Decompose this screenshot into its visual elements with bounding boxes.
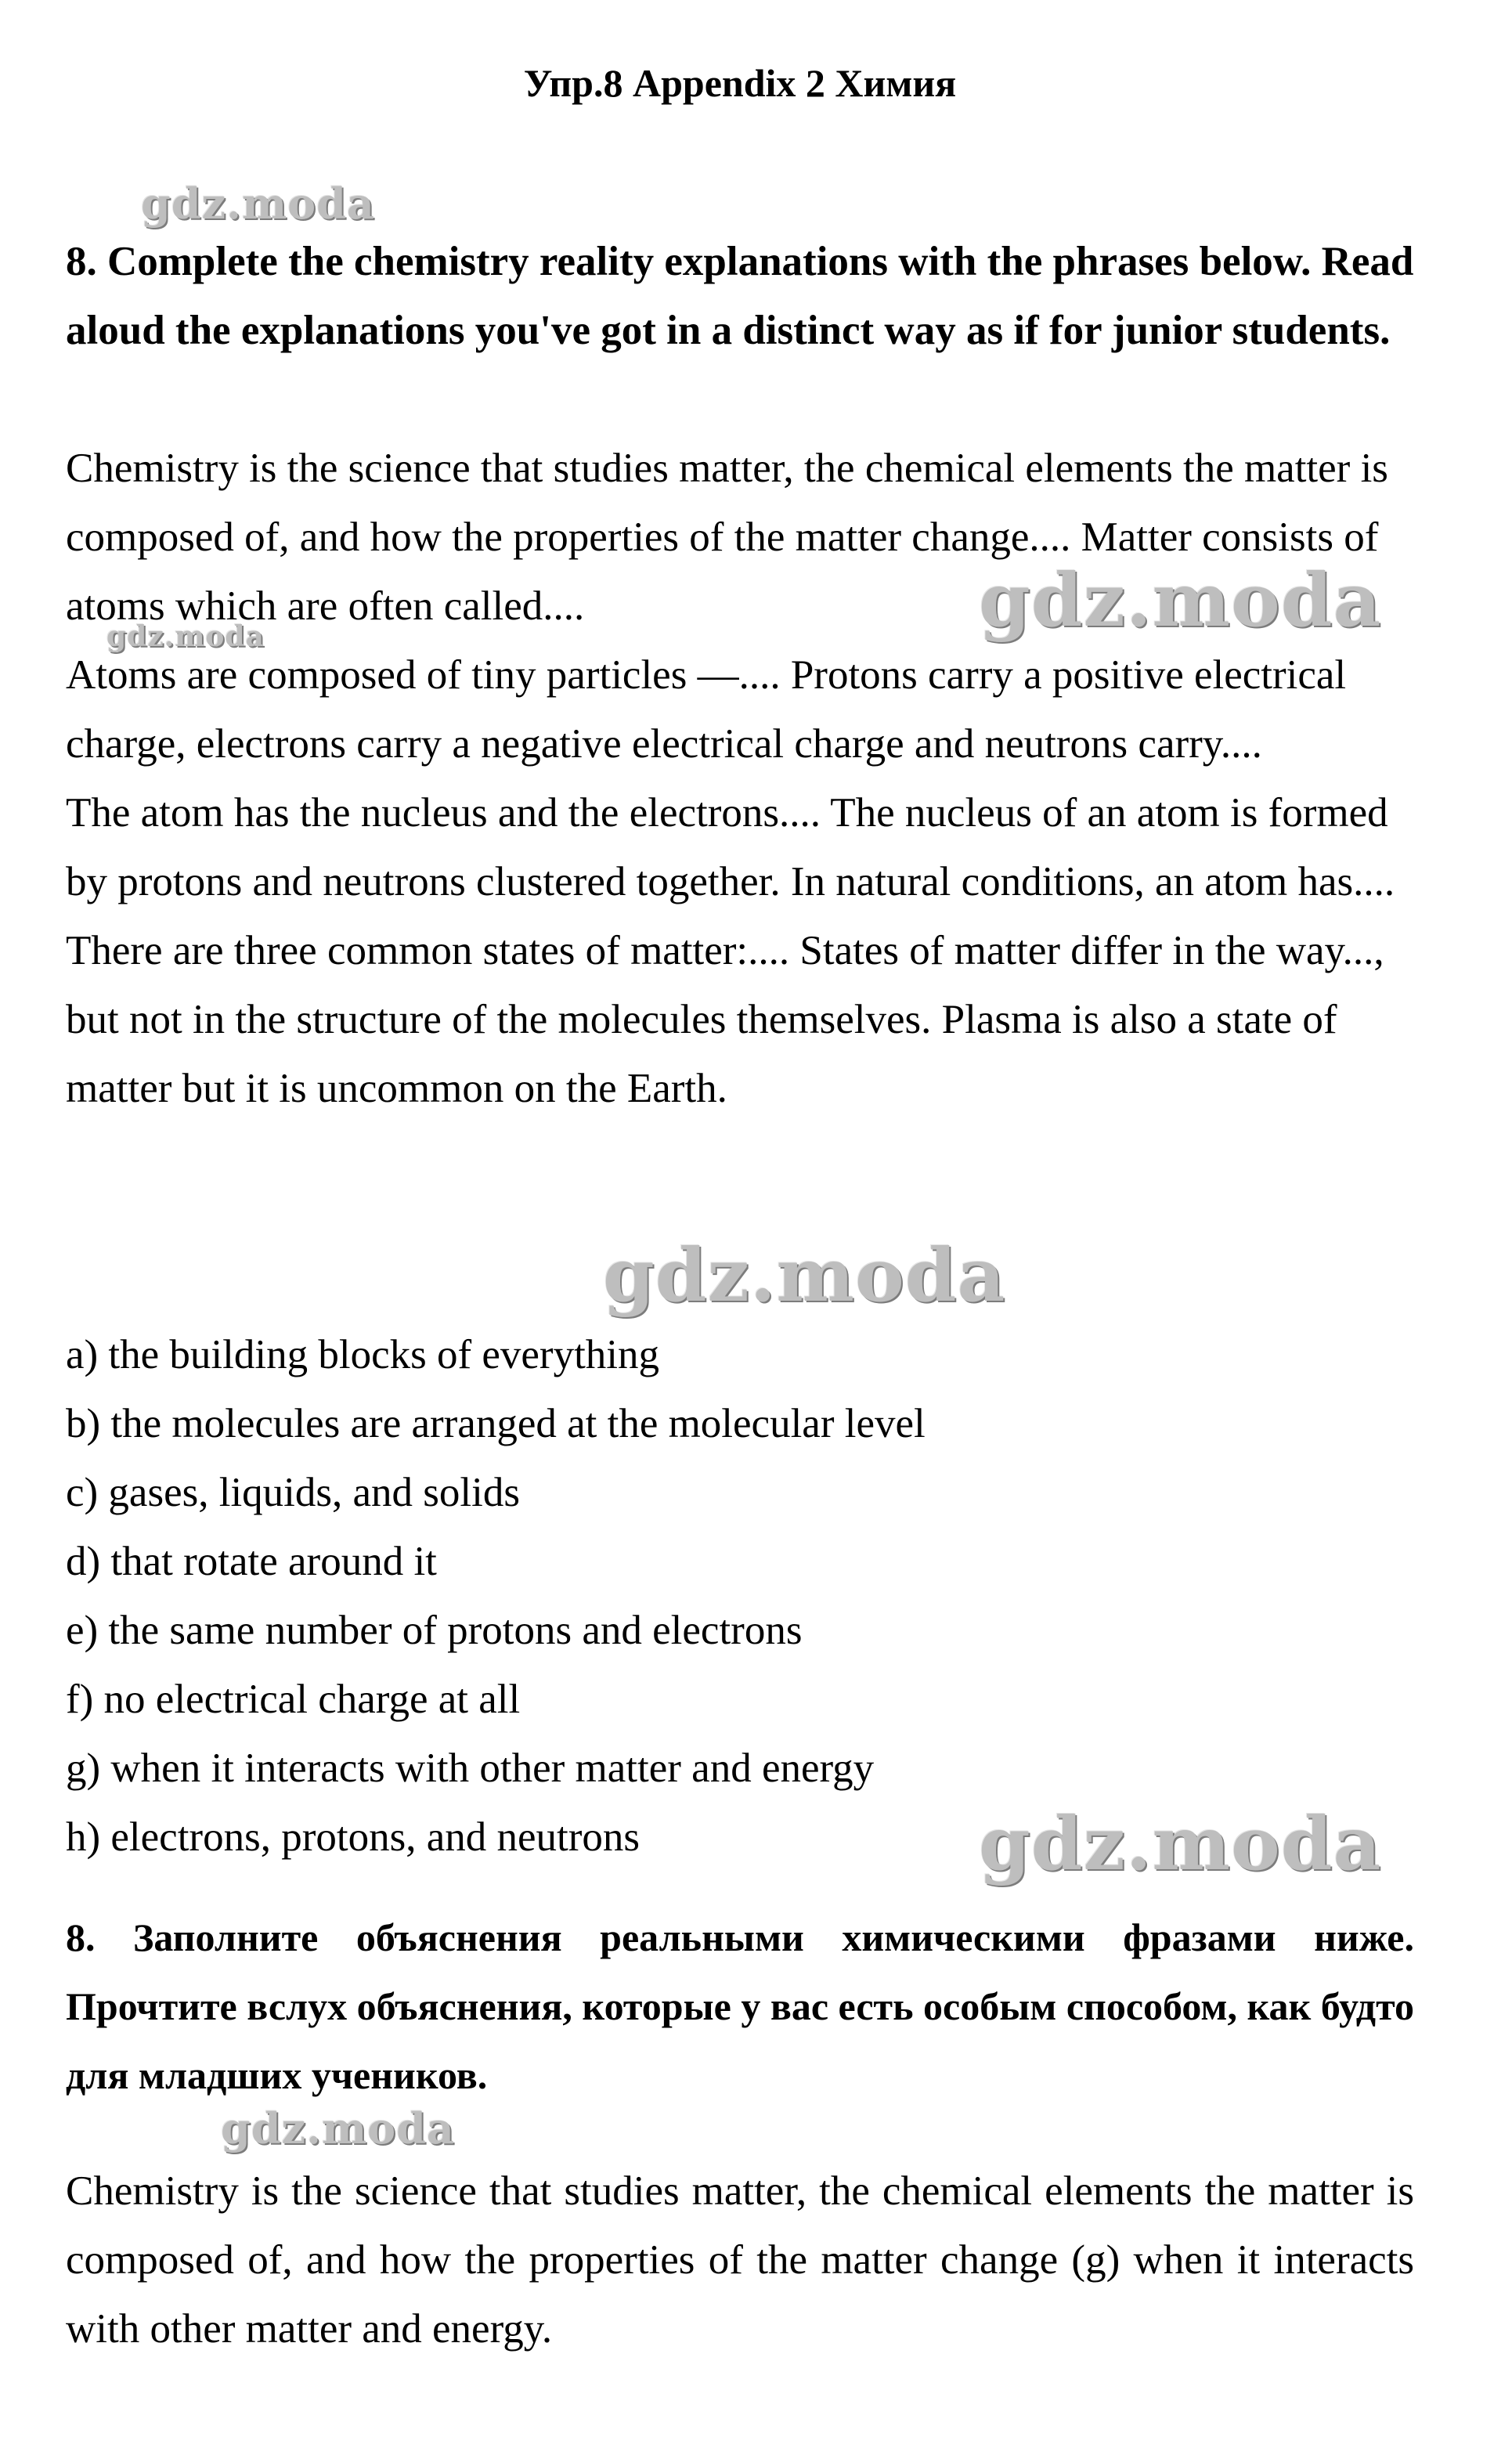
watermark: gdz.moda xyxy=(106,620,265,653)
passage-paragraph: Atoms are composed of tiny particles —.... Protons carry a positive electrical charge, electrons carry a negative electrical charge and neutrons carry.... xyxy=(66,652,1347,767)
passage xyxy=(66,434,1414,1123)
phrase-option: h) electrons, protons, and neutrons xyxy=(66,1814,640,1860)
watermark: gdz.moda xyxy=(141,179,375,229)
watermark: gdz.moda xyxy=(221,2103,455,2153)
watermark: gdz.moda xyxy=(603,1233,1006,1319)
watermark: gdz.moda xyxy=(979,1801,1382,1887)
watermark: gdz.moda xyxy=(979,558,1382,644)
phrase-option: e) the same number of protons and electrons xyxy=(66,1608,803,1653)
passage-paragraph: The atom has the nucleus and the electrons.... The nucleus of an atom is formed by protons and neutrons clustered together. In natural conditions, an atom has.... xyxy=(66,790,1395,904)
page-title: Упр.8 Appendix 2 Химия xyxy=(523,61,957,105)
phrase-option: c) gases, liquids, and solids xyxy=(66,1470,520,1515)
answer-paragraph: Chemistry is the science that studies matter, the chemical elements the matter is composed of, and how the properties of the matter change (g) when it interacts with other matter and energy. xyxy=(66,2168,1414,2352)
phrase-option: b) the molecules are arranged at the molecular level xyxy=(66,1401,926,1446)
phrase-option: g) when it interacts with other matter and energy xyxy=(66,1745,875,1791)
passage-paragraph: There are three common states of matter:.... States of matter differ in the way..., but not in the structure of the molecules themselves. Plasma is also a state of matter but it is uncommon on the Earth. xyxy=(66,928,1384,1111)
translated-task-heading: 8. Заполните объяснения реальными химическими фразами ниже. Прочтите вслух объяснения, которые у вас есть особым способом, как будто для младших учеников. xyxy=(66,1915,1414,2097)
phrase-option: a) the building blocks of everything xyxy=(66,1332,660,1377)
phrase-options-list xyxy=(66,1320,1414,1872)
phrase-option: d) that rotate around it xyxy=(66,1539,437,1584)
passage-paragraph: Chemistry is the science that studies matter, the chemical elements the matter is composed of, and how the properties of the matter change.... Matter consists of atoms which are often called.... xyxy=(66,446,1388,629)
task-heading: 8. Complete the chemistry reality explanations with the phrases below. Read aloud the explanations you've got in a distinct way as if for junior students. xyxy=(66,239,1414,353)
phrase-option: f) no electrical charge at all xyxy=(66,1677,521,1722)
